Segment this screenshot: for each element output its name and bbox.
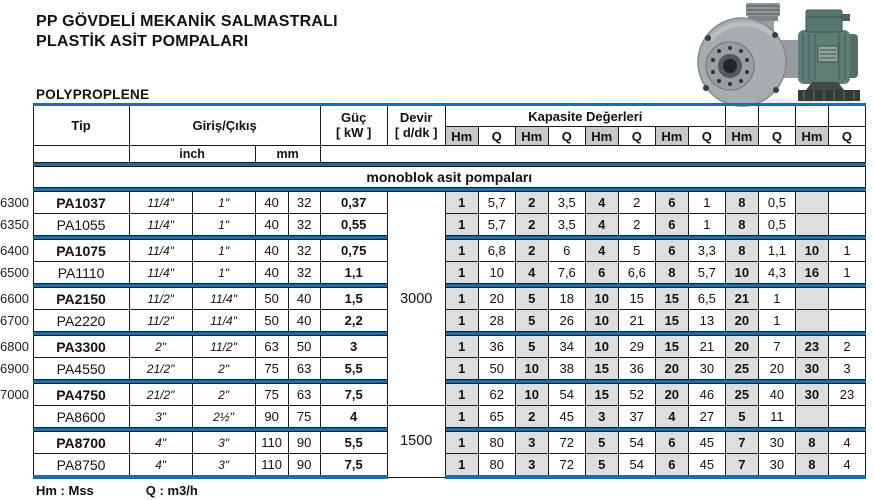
capacity-q-cell: 46	[688, 384, 725, 406]
unit-blank-cell	[33, 146, 129, 163]
capacity-q-cell: 4	[828, 454, 865, 478]
pump-model-cell: PA4550	[33, 358, 129, 380]
capacity-q-cell	[828, 310, 865, 332]
inlet-inch-cell: 11/2"	[129, 288, 192, 310]
pump-photo-illustration	[690, 0, 872, 108]
col-header-hm: Hm	[725, 127, 758, 146]
inlet-mm-cell: 50	[255, 288, 288, 310]
capacity-hm-cell: 6	[655, 432, 688, 454]
capacity-hm-cell: 2	[515, 214, 548, 236]
row-code: 7000	[0, 384, 33, 406]
row-code: 6350	[0, 214, 33, 236]
outlet-inch-cell: 1"	[192, 192, 255, 214]
capacity-q-cell: 5,7	[478, 214, 515, 236]
capacity-hm-cell: 2	[515, 240, 548, 262]
pump-spec-table-wrap	[0, 103, 866, 479]
col-header-q: Q	[688, 127, 725, 146]
outlet-inch-cell: 1"	[192, 262, 255, 284]
capacity-q-cell: 6	[548, 240, 585, 262]
capacity-hm-cell: 7	[725, 454, 758, 478]
capacity-q-cell: 15	[618, 288, 655, 310]
outlet-inch-cell: 2"	[192, 384, 255, 406]
inlet-mm-cell: 40	[255, 214, 288, 236]
row-code: 6300	[0, 192, 33, 214]
capacity-q-cell: 1	[758, 288, 795, 310]
power-kw-cell: 4	[320, 406, 387, 428]
gutter-spacer	[0, 146, 33, 163]
inlet-mm-cell: 75	[255, 358, 288, 380]
pump-model-cell: PA2150	[33, 288, 129, 310]
capacity-q-cell: 50	[478, 358, 515, 380]
capacity-hm-cell	[795, 214, 828, 236]
capacity-q-cell: 6,8	[478, 240, 515, 262]
pump-model-cell: PA3300	[33, 336, 129, 358]
outlet-mm-cell: 32	[288, 240, 320, 262]
col-header-q: Q	[478, 127, 515, 146]
col-header-blank	[725, 105, 758, 127]
capacity-q-cell: 29	[618, 336, 655, 358]
capacity-q-cell: 18	[548, 288, 585, 310]
power-kw-cell: 1,1	[320, 262, 387, 284]
pump-model-cell: PA4750	[33, 384, 129, 406]
inlet-mm-cell: 40	[255, 192, 288, 214]
capacity-hm-cell: 15	[585, 384, 618, 406]
pump-model-cell: PA8600	[33, 406, 129, 428]
gutter-spacer	[0, 127, 33, 146]
capacity-q-cell: 7,6	[548, 262, 585, 284]
inlet-inch-cell: 11/4"	[129, 192, 192, 214]
capacity-hm-cell: 6	[655, 454, 688, 478]
capacity-hm-cell: 25	[725, 358, 758, 380]
capacity-q-cell: 36	[618, 358, 655, 380]
col-header-devir: Devir [ d/dk ]	[387, 105, 445, 146]
pump-product-photo	[690, 0, 872, 108]
capacity-q-cell: 30	[758, 432, 795, 454]
capacity-hm-cell: 10	[585, 310, 618, 332]
capacity-hm-cell: 20	[725, 310, 758, 332]
capacity-hm-cell: 2	[515, 192, 548, 214]
row-code	[0, 454, 33, 478]
capacity-hm-cell: 3	[515, 454, 548, 478]
pump-model-cell: PA1055	[33, 214, 129, 236]
capacity-q-cell	[828, 406, 865, 428]
capacity-hm-cell: 20	[725, 336, 758, 358]
pump-model-cell: PA1037	[33, 192, 129, 214]
capacity-hm-cell: 1	[445, 240, 478, 262]
outlet-mm-cell: 40	[288, 288, 320, 310]
table-row	[0, 406, 866, 428]
legend-footer	[36, 483, 250, 498]
col-header-giris-cikis: Giriş/Çıkış	[129, 105, 320, 146]
col-header-tip: Tip	[33, 105, 129, 146]
capacity-q-cell: 0,5	[758, 214, 795, 236]
capacity-hm-cell	[795, 310, 828, 332]
capacity-q-cell: 6,5	[688, 288, 725, 310]
capacity-hm-cell: 8	[795, 454, 828, 478]
capacity-hm-cell: 4	[585, 192, 618, 214]
capacity-hm-cell: 20	[655, 384, 688, 406]
capacity-q-cell: 34	[548, 336, 585, 358]
inlet-mm-cell: 110	[255, 454, 288, 478]
capacity-q-cell: 38	[548, 358, 585, 380]
capacity-hm-cell: 1	[445, 310, 478, 332]
capacity-hm-cell: 1	[445, 454, 478, 478]
col-header-hm: Hm	[655, 127, 688, 146]
capacity-q-cell: 0,5	[758, 192, 795, 214]
table-row	[0, 192, 866, 214]
inlet-inch-cell: 21/2"	[129, 358, 192, 380]
capacity-hm-cell: 6	[655, 192, 688, 214]
capacity-hm-cell: 2	[515, 406, 548, 428]
col-header-blank	[828, 105, 865, 127]
section-title: monoblok asit pompaları	[33, 167, 865, 188]
pump-model-cell: PA8750	[33, 454, 129, 478]
capacity-q-cell: 1,1	[758, 240, 795, 262]
page-title	[36, 12, 338, 52]
outlet-inch-cell: 11/4"	[192, 288, 255, 310]
capacity-hm-cell: 3	[585, 406, 618, 428]
power-kw-cell: 7,5	[320, 384, 387, 406]
capacity-hm-cell: 8	[725, 192, 758, 214]
material-subtitle: POLYPROPLENE	[36, 87, 150, 102]
inlet-inch-cell: 11/4"	[129, 240, 192, 262]
capacity-q-cell: 20	[758, 358, 795, 380]
header-row-1	[0, 105, 866, 127]
capacity-hm-cell: 4	[515, 262, 548, 284]
inlet-inch-cell: 3"	[129, 406, 192, 428]
unit-header-mm: mm	[255, 146, 320, 163]
capacity-q-cell: 65	[478, 406, 515, 428]
capacity-q-cell: 45	[688, 432, 725, 454]
outlet-mm-cell: 32	[288, 192, 320, 214]
row-code: 6800	[0, 336, 33, 358]
capacity-hm-cell: 6	[655, 240, 688, 262]
capacity-hm-cell: 10	[585, 336, 618, 358]
capacity-q-cell: 6,6	[618, 262, 655, 284]
capacity-q-cell: 7	[758, 336, 795, 358]
capacity-hm-cell: 5	[515, 310, 548, 332]
outlet-mm-cell: 63	[288, 384, 320, 406]
row-code: 6900	[0, 358, 33, 380]
capacity-q-cell: 37	[618, 406, 655, 428]
capacity-hm-cell: 15	[585, 358, 618, 380]
power-kw-cell: 7,5	[320, 454, 387, 478]
capacity-q-cell: 45	[688, 454, 725, 478]
capacity-hm-cell: 1	[445, 336, 478, 358]
rpm-cell: 1500	[387, 406, 445, 478]
capacity-hm-cell: 10	[725, 262, 758, 284]
capacity-q-cell	[828, 192, 865, 214]
outlet-mm-cell: 40	[288, 310, 320, 332]
outlet-mm-cell: 90	[288, 432, 320, 454]
inlet-inch-cell: 4"	[129, 432, 192, 454]
page-title-line2: PLASTİK ASİT POMPALARI	[36, 33, 249, 50]
capacity-hm-cell: 15	[655, 310, 688, 332]
row-code: 6700	[0, 310, 33, 332]
outlet-inch-cell: 2"	[192, 358, 255, 380]
capacity-q-cell: 45	[548, 406, 585, 428]
col-header-kapasite: Kapasite Değerleri	[445, 105, 725, 127]
catalog-table-body	[0, 192, 866, 478]
page-title-line1: PP GÖVDELİ MEKANİK SALMASTRALI	[36, 13, 338, 30]
row-code	[0, 432, 33, 454]
outlet-mm-cell: 63	[288, 358, 320, 380]
inlet-mm-cell: 40	[255, 262, 288, 284]
power-kw-cell: 5,5	[320, 358, 387, 380]
capacity-q-cell	[828, 288, 865, 310]
col-header-hm: Hm	[795, 127, 828, 146]
capacity-q-cell: 2	[828, 336, 865, 358]
capacity-hm-cell: 4	[585, 214, 618, 236]
capacity-q-cell: 40	[758, 384, 795, 406]
pump-model-cell: PA1075	[33, 240, 129, 262]
capacity-q-cell: 21	[688, 336, 725, 358]
capacity-q-cell: 1	[828, 262, 865, 284]
outlet-inch-cell: 3"	[192, 454, 255, 478]
capacity-hm-cell: 1	[445, 262, 478, 284]
capacity-hm-cell: 5	[515, 288, 548, 310]
col-header-blank	[758, 105, 795, 127]
unit-header-inch: inch	[129, 146, 255, 163]
inlet-mm-cell: 63	[255, 336, 288, 358]
capacity-q-cell: 5,7	[478, 192, 515, 214]
capacity-q-cell	[828, 214, 865, 236]
inlet-inch-cell: 2"	[129, 336, 192, 358]
capacity-q-cell: 5	[618, 240, 655, 262]
capacity-hm-cell: 1	[445, 288, 478, 310]
capacity-hm-cell	[795, 288, 828, 310]
outlet-mm-cell: 90	[288, 454, 320, 478]
capacity-q-cell: 52	[618, 384, 655, 406]
power-kw-cell: 0,55	[320, 214, 387, 236]
row-code: 6500	[0, 262, 33, 284]
col-header-q: Q	[758, 127, 795, 146]
capacity-q-cell: 3,3	[688, 240, 725, 262]
pump-model-cell: PA8700	[33, 432, 129, 454]
outlet-inch-cell: 11/2"	[192, 336, 255, 358]
capacity-q-cell: 72	[548, 454, 585, 478]
capacity-q-cell: 4	[828, 432, 865, 454]
power-kw-cell: 0,75	[320, 240, 387, 262]
capacity-hm-cell: 1	[445, 406, 478, 428]
outlet-inch-cell: 3"	[192, 432, 255, 454]
row-code: 6600	[0, 288, 33, 310]
outlet-inch-cell: 1"	[192, 240, 255, 262]
legend-hm: Hm : Mss	[36, 483, 94, 498]
capacity-hm-cell: 5	[585, 432, 618, 454]
capacity-q-cell: 1	[688, 192, 725, 214]
capacity-q-cell: 30	[758, 454, 795, 478]
outlet-mm-cell: 50	[288, 336, 320, 358]
capacity-hm-cell	[795, 406, 828, 428]
outlet-inch-cell: 11/4"	[192, 310, 255, 332]
capacity-q-cell: 72	[548, 432, 585, 454]
inlet-mm-cell: 50	[255, 310, 288, 332]
capacity-hm-cell: 1	[445, 192, 478, 214]
outlet-inch-cell: 2½"	[192, 406, 255, 428]
capacity-q-cell: 3,5	[548, 192, 585, 214]
inlet-mm-cell: 75	[255, 384, 288, 406]
inlet-mm-cell: 40	[255, 240, 288, 262]
capacity-hm-cell: 5	[585, 454, 618, 478]
capacity-hm-cell: 10	[795, 240, 828, 262]
capacity-hm-cell: 1	[445, 432, 478, 454]
capacity-q-cell: 13	[688, 310, 725, 332]
capacity-q-cell: 1	[828, 240, 865, 262]
capacity-hm-cell: 1	[445, 384, 478, 406]
capacity-hm-cell: 10	[515, 358, 548, 380]
capacity-q-cell: 2	[618, 214, 655, 236]
capacity-hm-cell: 10	[585, 288, 618, 310]
row-code	[0, 406, 33, 428]
capacity-q-cell: 3,5	[548, 214, 585, 236]
capacity-hm-cell: 1	[445, 358, 478, 380]
outlet-mm-cell: 75	[288, 406, 320, 428]
inlet-inch-cell: 11/4"	[129, 262, 192, 284]
capacity-q-cell: 23	[828, 384, 865, 406]
capacity-hm-cell: 4	[655, 406, 688, 428]
capacity-q-cell: 10	[478, 262, 515, 284]
capacity-hm-cell: 16	[795, 262, 828, 284]
capacity-hm-cell: 1	[445, 214, 478, 236]
capacity-hm-cell: 5	[725, 406, 758, 428]
capacity-hm-cell: 30	[795, 358, 828, 380]
inlet-inch-cell: 4"	[129, 454, 192, 478]
capacity-q-cell: 62	[478, 384, 515, 406]
capacity-q-cell: 54	[618, 454, 655, 478]
capacity-q-cell: 4,3	[758, 262, 795, 284]
col-header-hm: Hm	[515, 127, 548, 146]
capacity-q-cell: 36	[478, 336, 515, 358]
col-header-hm: Hm	[445, 127, 478, 146]
rpm-cell: 3000	[387, 192, 445, 406]
col-header-blank	[795, 105, 828, 127]
capacity-q-cell: 80	[478, 454, 515, 478]
unit-blank-cell	[320, 146, 865, 163]
capacity-q-cell: 1	[758, 310, 795, 332]
col-header-q: Q	[828, 127, 865, 146]
capacity-hm-cell: 8	[655, 262, 688, 284]
inlet-inch-cell: 11/2"	[129, 310, 192, 332]
capacity-hm-cell: 30	[795, 384, 828, 406]
capacity-hm-cell: 21	[725, 288, 758, 310]
capacity-hm-cell: 25	[725, 384, 758, 406]
capacity-q-cell: 2	[618, 192, 655, 214]
capacity-hm-cell	[795, 192, 828, 214]
capacity-hm-cell: 6	[585, 262, 618, 284]
outlet-inch-cell: 1"	[192, 214, 255, 236]
capacity-q-cell: 80	[478, 432, 515, 454]
capacity-q-cell: 11	[758, 406, 795, 428]
capacity-q-cell: 54	[548, 384, 585, 406]
capacity-hm-cell: 3	[515, 432, 548, 454]
capacity-hm-cell: 8	[795, 432, 828, 454]
capacity-q-cell: 27	[688, 406, 725, 428]
capacity-q-cell: 28	[478, 310, 515, 332]
pump-model-cell: PA2220	[33, 310, 129, 332]
power-kw-cell: 0,37	[320, 192, 387, 214]
header-row-units	[0, 146, 866, 163]
inlet-inch-cell: 11/4"	[129, 214, 192, 236]
outlet-mm-cell: 32	[288, 262, 320, 284]
capacity-hm-cell: 7	[725, 432, 758, 454]
capacity-q-cell: 3	[828, 358, 865, 380]
col-header-hm: Hm	[585, 127, 618, 146]
capacity-hm-cell: 15	[655, 288, 688, 310]
capacity-q-cell: 1	[688, 214, 725, 236]
inlet-mm-cell: 90	[255, 406, 288, 428]
capacity-q-cell: 30	[688, 358, 725, 380]
col-header-q: Q	[618, 127, 655, 146]
capacity-hm-cell: 8	[725, 214, 758, 236]
capacity-hm-cell: 10	[515, 384, 548, 406]
capacity-q-cell: 21	[618, 310, 655, 332]
capacity-q-cell: 54	[618, 432, 655, 454]
capacity-q-cell: 20	[478, 288, 515, 310]
capacity-q-cell: 26	[548, 310, 585, 332]
section-title-row	[0, 167, 866, 188]
power-kw-cell: 1,5	[320, 288, 387, 310]
capacity-hm-cell: 15	[655, 336, 688, 358]
capacity-hm-cell: 5	[515, 336, 548, 358]
col-header-guc: Güç [ kW ]	[320, 105, 387, 146]
row-code: 6400	[0, 240, 33, 262]
capacity-hm-cell: 23	[795, 336, 828, 358]
inlet-inch-cell: 21/2"	[129, 384, 192, 406]
capacity-q-cell: 5,7	[688, 262, 725, 284]
outlet-mm-cell: 32	[288, 214, 320, 236]
power-kw-cell: 2,2	[320, 310, 387, 332]
gutter-spacer	[0, 105, 33, 127]
capacity-hm-cell: 8	[725, 240, 758, 262]
capacity-hm-cell: 4	[585, 240, 618, 262]
legend-q: Q : m3/h	[145, 483, 198, 498]
capacity-hm-cell: 6	[655, 214, 688, 236]
pump-model-cell: PA1110	[33, 262, 129, 284]
col-header-q: Q	[548, 127, 585, 146]
power-kw-cell: 5,5	[320, 432, 387, 454]
pump-spec-table	[0, 103, 866, 479]
capacity-hm-cell: 20	[655, 358, 688, 380]
power-kw-cell: 3	[320, 336, 387, 358]
inlet-mm-cell: 110	[255, 432, 288, 454]
